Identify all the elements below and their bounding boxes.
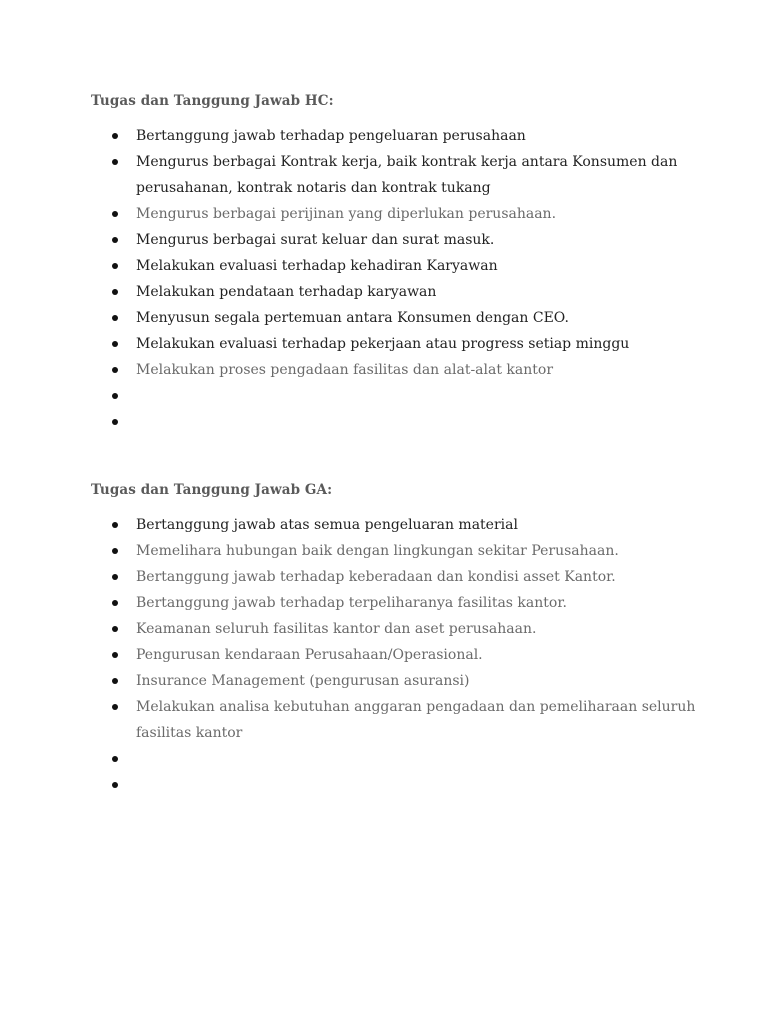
list-item-text: Melakukan analisa kebutuhan anggaran pengadaan dan pemeliharaan seluruh fasilitas kantor <box>136 699 696 741</box>
list-item <box>0 305 696 331</box>
list-item-text: Bertanggung jawab atas semua pengeluaran material <box>136 517 518 533</box>
list-item-text: Melakukan evaluasi terhadap pekerjaan atau progress setiap minggu <box>136 336 630 352</box>
list-item-text: Keamanan seluruh fasilitas kantor dan aset perusahaan. <box>136 621 537 637</box>
bullet-icon <box>112 419 118 425</box>
bullet-icon <box>112 289 118 295</box>
bullet-icon <box>112 159 118 165</box>
list-item <box>0 331 696 357</box>
list-item-text: Mengurus berbagai Kontrak kerja, baik kontrak kerja antara Konsumen dan perusahanan, kontrak notaris dan kontrak tukang <box>136 154 678 196</box>
bullet-icon <box>112 678 118 684</box>
list-item-text <box>136 409 696 435</box>
bullet-icon <box>112 652 118 658</box>
ga-task-list <box>0 512 768 798</box>
bullet-icon <box>112 263 118 269</box>
list-item <box>0 123 696 149</box>
list-item-text: Insurance Management (pengurusan asuransi) <box>136 673 470 689</box>
list-item <box>0 564 696 590</box>
list-item <box>0 694 696 746</box>
list-item-text: Bertanggung jawab terhadap pengeluaran perusahaan <box>136 128 526 144</box>
bullet-icon <box>112 574 118 580</box>
list-item-text: Melakukan evaluasi terhadap kehadiran Karyawan <box>136 258 498 274</box>
list-item-empty <box>0 383 696 409</box>
list-item <box>0 642 696 668</box>
list-item-empty <box>0 409 696 435</box>
bullet-icon <box>112 341 118 347</box>
list-item <box>0 616 696 642</box>
list-item <box>0 227 696 253</box>
bullet-icon <box>112 133 118 139</box>
section-heading-ga: Tugas dan Tanggung Jawab GA: <box>91 482 333 498</box>
bullet-icon <box>112 393 118 399</box>
list-item <box>0 512 696 538</box>
bullet-icon <box>112 211 118 217</box>
bullet-icon <box>112 237 118 243</box>
list-item-text: Memelihara hubungan baik dengan lingkungan sekitar Perusahaan. <box>136 543 619 559</box>
list-item <box>0 538 696 564</box>
list-item <box>0 201 696 227</box>
list-item-text: Mengurus berbagai surat keluar dan surat masuk. <box>136 232 495 248</box>
list-item-text: Mengurus berbagai perijinan yang diperlukan perusahaan. <box>136 206 557 222</box>
section-heading-hc: Tugas dan Tanggung Jawab HC: <box>91 93 334 109</box>
hc-task-list <box>0 123 768 435</box>
list-item-text: Melakukan proses pengadaan fasilitas dan alat-alat kantor <box>136 362 554 378</box>
list-item-empty <box>0 772 696 798</box>
list-item-text: Bertanggung jawab terhadap terpeliharanya fasilitas kantor. <box>136 595 567 611</box>
list-item-text <box>136 772 696 798</box>
list-item <box>0 279 696 305</box>
list-item <box>0 149 696 201</box>
list-item-text: Pengurusan kendaraan Perusahaan/Operasional. <box>136 647 483 663</box>
bullet-icon <box>112 548 118 554</box>
bullet-icon <box>112 626 118 632</box>
list-item <box>0 253 696 279</box>
bullet-icon <box>112 367 118 373</box>
list-item <box>0 668 696 694</box>
list-item <box>0 590 696 616</box>
bullet-icon <box>112 756 118 762</box>
list-item <box>0 357 696 383</box>
list-item-text: Bertanggung jawab terhadap keberadaan dan kondisi asset Kantor. <box>136 569 616 585</box>
list-item-text: Melakukan pendataan terhadap karyawan <box>136 284 437 300</box>
list-item-text <box>136 746 696 772</box>
list-item-empty <box>0 746 696 772</box>
bullet-icon <box>112 522 118 528</box>
bullet-icon <box>112 315 118 321</box>
list-item-text: Menyusun segala pertemuan antara Konsumen dengan CEO. <box>136 310 569 326</box>
bullet-icon <box>112 600 118 606</box>
bullet-icon <box>112 704 118 710</box>
list-item-text <box>136 383 696 409</box>
bullet-icon <box>112 782 118 788</box>
